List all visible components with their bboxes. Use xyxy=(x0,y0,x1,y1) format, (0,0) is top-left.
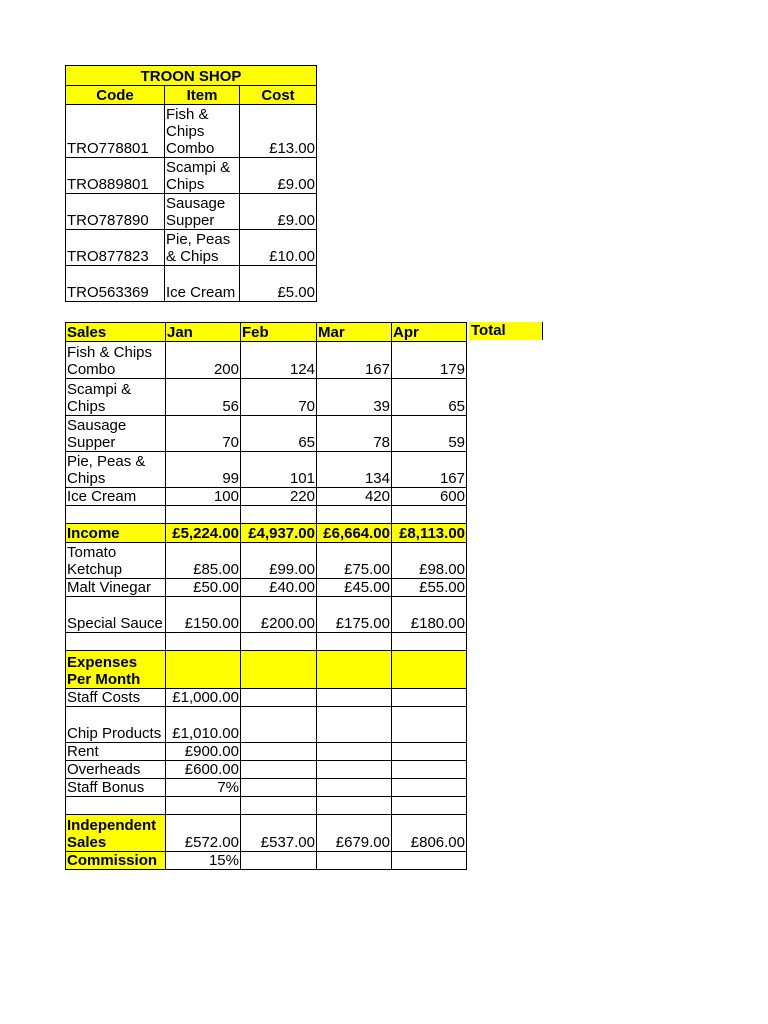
sales-cell[interactable]: 101 xyxy=(241,452,317,488)
income-row xyxy=(66,524,467,543)
condiment-cell[interactable]: £98.00 xyxy=(392,543,467,579)
sales-cell[interactable]: 56 xyxy=(166,379,241,416)
independent-sales-cell[interactable]: £572.00 xyxy=(166,815,241,852)
independent-sales-row xyxy=(66,815,467,852)
condiment-cell[interactable]: £180.00 xyxy=(392,597,467,633)
empty-cell[interactable] xyxy=(317,633,392,651)
shop-code-cell[interactable]: TRO787890 xyxy=(66,194,165,230)
shop-cost-cell[interactable]: £9.00 xyxy=(240,158,317,194)
total-header[interactable]: Total xyxy=(469,322,543,340)
empty-cell[interactable] xyxy=(392,651,467,689)
sales-cell[interactable]: 100 xyxy=(166,488,241,506)
expense-value[interactable]: 7% xyxy=(166,779,241,797)
table-row xyxy=(66,488,467,506)
expense-value[interactable]: £1,000.00 xyxy=(166,689,241,707)
condiment-cell[interactable]: £45.00 xyxy=(317,579,392,597)
shop-cost-cell[interactable]: £13.00 xyxy=(240,105,317,158)
commission-label[interactable]: Commission xyxy=(66,852,166,870)
empty-cell[interactable] xyxy=(392,633,467,651)
table-row xyxy=(66,230,317,266)
condiment-label[interactable]: Special Sauce xyxy=(66,597,166,633)
empty-cell[interactable] xyxy=(317,761,392,779)
empty-cell[interactable] xyxy=(392,506,467,524)
condiment-cell[interactable]: £200.00 xyxy=(241,597,317,633)
expense-label[interactable]: Overheads xyxy=(66,761,166,779)
month-header-feb[interactable]: Feb xyxy=(241,323,317,342)
sales-cell[interactable]: 600 xyxy=(392,488,467,506)
income-cell[interactable]: £6,664.00 xyxy=(317,524,392,543)
empty-cell[interactable] xyxy=(317,852,392,870)
sales-cell[interactable]: 167 xyxy=(392,452,467,488)
condiment-cell[interactable]: £150.00 xyxy=(166,597,241,633)
condiment-cell[interactable]: £175.00 xyxy=(317,597,392,633)
expenses-header[interactable]: Expenses Per Month xyxy=(66,651,166,689)
table-row xyxy=(66,158,317,194)
month-header-apr[interactable]: Apr xyxy=(392,323,467,342)
sales-table xyxy=(65,322,467,870)
empty-cell[interactable] xyxy=(166,506,241,524)
table-row xyxy=(66,689,467,707)
table-row xyxy=(66,266,317,302)
condiment-cell[interactable]: £85.00 xyxy=(166,543,241,579)
expense-value[interactable]: £900.00 xyxy=(166,743,241,761)
condiment-cell[interactable]: £40.00 xyxy=(241,579,317,597)
empty-cell[interactable] xyxy=(317,779,392,797)
table-row xyxy=(66,543,467,579)
empty-cell[interactable] xyxy=(392,761,467,779)
empty-cell[interactable] xyxy=(166,797,241,815)
shop-cost-cell[interactable]: £10.00 xyxy=(240,230,317,266)
empty-cell[interactable] xyxy=(166,651,241,689)
expense-value[interactable]: £600.00 xyxy=(166,761,241,779)
expense-label[interactable]: Rent xyxy=(66,743,166,761)
sales-cell[interactable]: 65 xyxy=(392,379,467,416)
shop-header-cost[interactable]: Cost xyxy=(240,86,317,105)
empty-cell[interactable] xyxy=(317,797,392,815)
table-row xyxy=(66,707,467,743)
shop-header-code[interactable]: Code xyxy=(66,86,165,105)
sales-cell[interactable]: 99 xyxy=(166,452,241,488)
empty-cell[interactable] xyxy=(241,779,317,797)
empty-cell[interactable] xyxy=(392,852,467,870)
shop-item-cell[interactable]: Scampi & Chips xyxy=(165,158,240,194)
empty-row xyxy=(66,633,467,651)
sales-item-label[interactable]: Sausage Supper xyxy=(66,416,166,452)
shop-title[interactable]: TROON SHOP xyxy=(66,66,317,86)
sales-cell[interactable]: 167 xyxy=(317,342,392,379)
empty-cell[interactable] xyxy=(241,852,317,870)
empty-row xyxy=(66,506,467,524)
table-row xyxy=(66,743,467,761)
sales-cell[interactable]: 200 xyxy=(166,342,241,379)
shop-code-cell[interactable]: TRO877823 xyxy=(66,230,165,266)
sales-item-label[interactable]: Pie, Peas & Chips xyxy=(66,452,166,488)
independent-sales-cell[interactable]: £806.00 xyxy=(392,815,467,852)
empty-cell[interactable] xyxy=(166,633,241,651)
empty-cell[interactable] xyxy=(317,707,392,743)
income-cell[interactable]: £8,113.00 xyxy=(392,524,467,543)
shop-header-item[interactable]: Item xyxy=(165,86,240,105)
shop-code-cell[interactable]: TRO889801 xyxy=(66,158,165,194)
empty-cell[interactable] xyxy=(392,689,467,707)
table-row xyxy=(66,379,467,416)
expense-value[interactable]: £1,010.00 xyxy=(166,707,241,743)
table-row xyxy=(66,416,467,452)
empty-cell[interactable] xyxy=(241,707,317,743)
empty-cell[interactable] xyxy=(241,506,317,524)
shop-code-cell[interactable]: TRO778801 xyxy=(66,105,165,158)
condiment-cell[interactable]: £55.00 xyxy=(392,579,467,597)
table-row xyxy=(66,452,467,488)
empty-cell[interactable] xyxy=(392,743,467,761)
empty-cell[interactable] xyxy=(66,506,166,524)
condiment-label[interactable]: Malt Vinegar xyxy=(66,579,166,597)
income-label[interactable]: Income xyxy=(66,524,166,543)
shop-cost-cell[interactable]: £5.00 xyxy=(240,266,317,302)
shop-item-cell[interactable]: Ice Cream xyxy=(165,266,240,302)
expense-label[interactable]: Staff Costs xyxy=(66,689,166,707)
independent-sales-cell[interactable]: £679.00 xyxy=(317,815,392,852)
sales-cell[interactable]: 134 xyxy=(317,452,392,488)
empty-cell[interactable] xyxy=(66,633,166,651)
shop-cost-cell[interactable]: £9.00 xyxy=(240,194,317,230)
expense-label[interactable]: Chip Products xyxy=(66,707,166,743)
empty-row xyxy=(66,797,467,815)
empty-cell[interactable] xyxy=(241,761,317,779)
shop-table xyxy=(65,65,317,302)
independent-sales-cell[interactable]: £537.00 xyxy=(241,815,317,852)
table-row xyxy=(66,597,467,633)
sales-cell[interactable]: 78 xyxy=(317,416,392,452)
condiment-label[interactable]: Tomato Ketchup xyxy=(66,543,166,579)
empty-cell[interactable] xyxy=(66,797,166,815)
income-cell[interactable]: £4,937.00 xyxy=(241,524,317,543)
expenses-header-row xyxy=(66,651,467,689)
shop-item-cell[interactable]: Fish & Chips Combo xyxy=(165,105,240,158)
sales-cell[interactable]: 70 xyxy=(241,379,317,416)
shop-item-cell[interactable]: Sausage Supper xyxy=(165,194,240,230)
empty-cell[interactable] xyxy=(392,779,467,797)
condiment-cell[interactable]: £99.00 xyxy=(241,543,317,579)
table-row xyxy=(66,105,317,158)
table-row xyxy=(66,779,467,797)
empty-cell[interactable] xyxy=(317,651,392,689)
sales-cell[interactable]: 124 xyxy=(241,342,317,379)
sales-cell[interactable]: 65 xyxy=(241,416,317,452)
sales-header-row xyxy=(66,323,467,342)
empty-cell[interactable] xyxy=(392,707,467,743)
month-header-mar[interactable]: Mar xyxy=(317,323,392,342)
sales-cell[interactable]: 220 xyxy=(241,488,317,506)
condiment-cell[interactable]: £75.00 xyxy=(317,543,392,579)
sales-header-label[interactable]: Sales xyxy=(66,323,166,342)
empty-cell[interactable] xyxy=(317,743,392,761)
sales-item-label[interactable]: Scampi & Chips xyxy=(66,379,166,416)
table-row xyxy=(66,194,317,230)
shop-item-cell[interactable]: Pie, Peas & Chips xyxy=(165,230,240,266)
income-cell[interactable]: £5,224.00 xyxy=(166,524,241,543)
table-row xyxy=(66,761,467,779)
empty-cell[interactable] xyxy=(241,743,317,761)
empty-cell[interactable] xyxy=(392,797,467,815)
month-header-jan[interactable]: Jan xyxy=(166,323,241,342)
sales-item-label[interactable]: Ice Cream xyxy=(66,488,166,506)
sales-cell[interactable]: 179 xyxy=(392,342,467,379)
empty-cell[interactable] xyxy=(317,689,392,707)
empty-cell[interactable] xyxy=(241,651,317,689)
empty-cell[interactable] xyxy=(241,689,317,707)
sales-item-label[interactable]: Fish & Chips Combo xyxy=(66,342,166,379)
sales-cell[interactable]: 420 xyxy=(317,488,392,506)
sales-cell[interactable]: 70 xyxy=(166,416,241,452)
condiment-cell[interactable]: £50.00 xyxy=(166,579,241,597)
table-row xyxy=(66,342,467,379)
sales-cell[interactable]: 59 xyxy=(392,416,467,452)
commission-row xyxy=(66,852,467,870)
shop-code-cell[interactable]: TRO563369 xyxy=(66,266,165,302)
table-row xyxy=(66,579,467,597)
commission-value[interactable]: 15% xyxy=(166,852,241,870)
empty-cell[interactable] xyxy=(241,797,317,815)
empty-cell[interactable] xyxy=(241,633,317,651)
sales-cell[interactable]: 39 xyxy=(317,379,392,416)
empty-cell[interactable] xyxy=(317,506,392,524)
independent-sales-label[interactable]: Independent Sales xyxy=(66,815,166,852)
expense-label[interactable]: Staff Bonus xyxy=(66,779,166,797)
